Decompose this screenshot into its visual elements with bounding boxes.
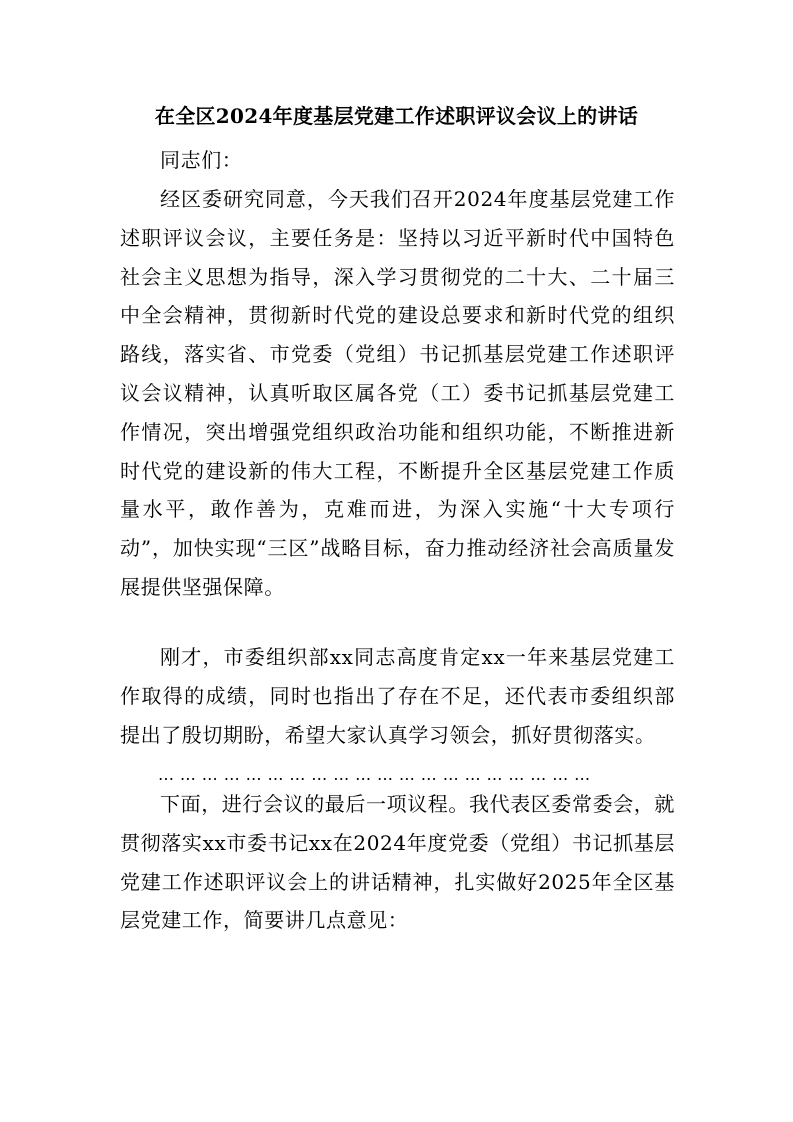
document-title: 在全区2024年度基层党建工作述职评议会议上的讲话 [154,104,639,128]
paragraph-opening: 经区委研究同意，今天我们召开2024年度基层党建工作述职评议会议，主要任务是：坚持以习近平新时代中国特色社会主义思想为指导，深入学习贯彻党的二十大、二十届三中全会精神，贯彻新时代党的建设总要求和新时代党的组织路线，落实省、市党委（党组）书记抓基层党建工作述职评议会议精神，认真听取区属各党（工）委书记抓基层党建工作情况，突出增强党组织政治功能和组织功能，不断推进新时代党的建设新的伟大工程，不断提升全区基层党建工作质量水平，敢作善为，克难而进，为深入实施“十大专项行动”，加快实现“三区”战略目标，奋力推动经济社会高质量发展提供坚强保障。 [120,187,675,599]
greeting: 同志们： [160,148,243,172]
ellipsis-separator: …………………………………………………… [158,765,596,784]
paragraph-closing: 下面，进行会议的最后一项议程。我代表区委常委会，就贯彻落实xx市委书记xx在2024年度党委（党组）书记抓基层党建工作述职评议会上的讲话精神，扎实做好2025年全区基层党建工作，简要讲几点意见： [120,792,675,933]
paragraph-organization-remarks: 刚才，市委组织部xx同志高度肯定xx一年来基层党建工作取得的成绩，同时也指出了存在不足，还代表市委组织部提出了殷切期盼，希望大家认真学习领会，抓好贯彻落实。 [120,645,675,747]
